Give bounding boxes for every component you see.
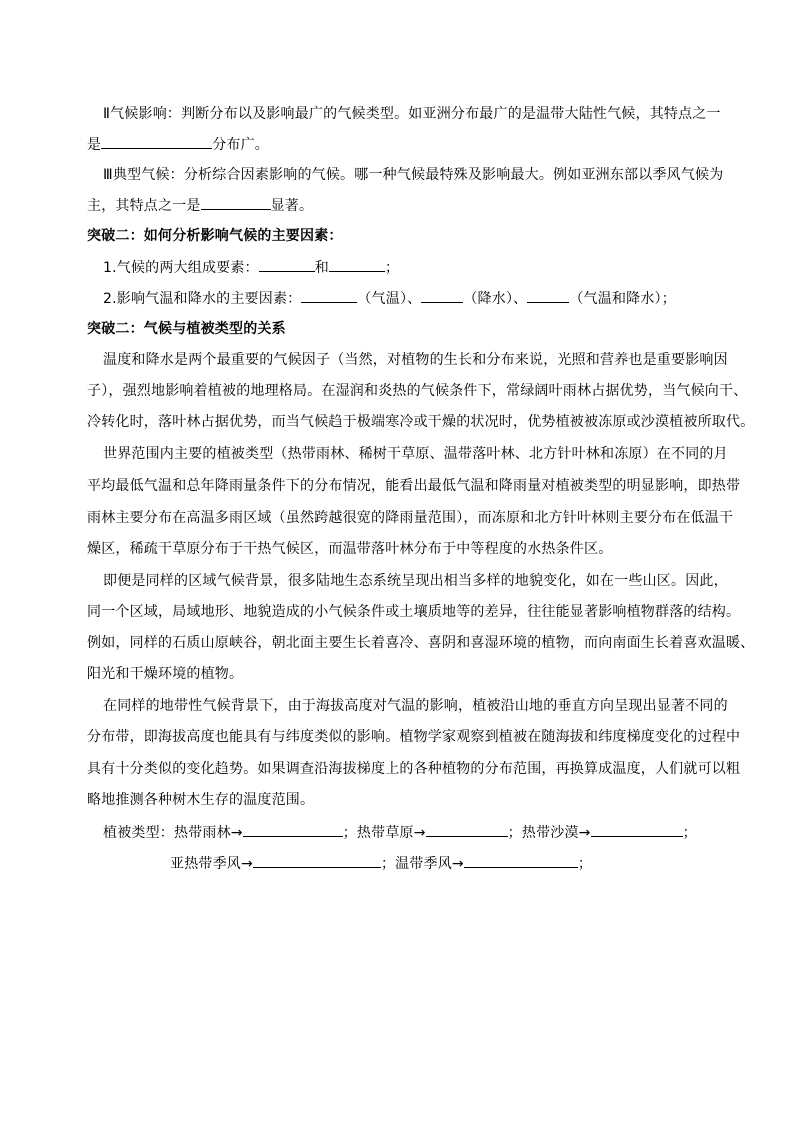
text-fragment: 1.气候的两大组成要素： — [103, 260, 259, 276]
fill-blank[interactable] — [101, 134, 212, 149]
climate-influence-line2 — [87, 134, 269, 155]
fill-blank[interactable] — [426, 822, 508, 837]
fill-blank[interactable] — [259, 257, 315, 272]
fill-blank[interactable] — [243, 822, 343, 837]
fill-blank[interactable] — [464, 853, 578, 868]
fill-blank[interactable] — [253, 853, 381, 868]
paragraph-line: 在同样的地带性气候背景下，由于海拔高度对气温的影响，植被沿山地的垂直方向呈现出显著不同的 — [103, 698, 728, 714]
paragraph-line: 燥区，稀疏干草原分布于干热气候区，而温带落叶林分布于中等程度的水热条件区。 — [87, 541, 613, 557]
text-fragment: ；热带草原→ — [342, 825, 426, 841]
vegetation-types-line1 — [103, 822, 697, 843]
text-fragment: （气温）、 — [357, 291, 422, 307]
fill-blank[interactable] — [421, 288, 463, 303]
text-fragment: 2.影响气温和降水的主要因素： — [103, 291, 302, 307]
paragraph-line: 具有十分类似的变化趋势。如果调查沿海拔梯度上的各种植物的分布范围，再换算成温度，人们就可以粗 — [87, 761, 741, 777]
paragraph-line: 温度和降水是两个最重要的气候因子（当然，对植物的生长和分布来说，光照和营养也是重要影响因 — [103, 352, 728, 368]
text-fragment: 是 — [87, 137, 102, 153]
typical-climate-line2 — [87, 195, 313, 216]
text-fragment: 亚热带季风→ — [170, 856, 253, 872]
climate-influence-line1: Ⅱ气候影响：判断分布以及影响最广的气候类型。如亚洲分布最广的是温带大陆性气候，其特点之一 — [103, 106, 721, 122]
text-fragment: ； — [384, 260, 400, 276]
paragraph-line: 即便是同样的区域气候背景，很多陆地生态系统呈现出相当多样的地貌变化，如在一些山区。因此， — [103, 573, 728, 589]
text-fragment: （降水）、 — [463, 291, 528, 307]
typical-climate-line1: Ⅲ典型气候：分析综合因素影响的气候。哪一种气候最特殊及影响最大。例如亚洲东部以季风气候为 — [103, 167, 724, 183]
text-fragment: 主，其特点之一是 — [87, 198, 201, 214]
vegetation-types-line2 — [170, 853, 592, 874]
factor-item-1 — [103, 257, 399, 278]
paragraph-line: 略地推测各种树木生存的温度范围。 — [87, 792, 315, 808]
fill-blank[interactable] — [591, 822, 683, 837]
fill-blank[interactable] — [301, 288, 357, 303]
factor-item-2 — [103, 288, 676, 309]
text-fragment: （气温和降水）； — [569, 291, 676, 307]
section-heading: 突破二：如何分析影响气候的主要因素： — [87, 228, 343, 244]
paragraph-line: 冷转化时，落叶林占据优势，而当气候趋于极端寒冷或干燥的状况时，优势植被被冻原或沙漠植被所取代。 — [87, 414, 755, 430]
fill-blank[interactable] — [527, 288, 569, 303]
paragraph-line: 阳光和干燥环境的植物。 — [87, 666, 244, 682]
text-fragment: 分布广。 — [212, 137, 270, 153]
fill-blank[interactable] — [329, 257, 385, 272]
text-fragment: 显著。 — [270, 198, 314, 214]
text-fragment: ； — [682, 825, 697, 841]
text-fragment: ；温带季风→ — [380, 856, 464, 872]
paragraph-line: 雨林主要分布在高温多雨区域（虽然跨越很宽的降雨量范围），而冻原和北方针叶林则主要分布在低温干 — [87, 510, 734, 526]
text-fragment: 植被类型：热带雨林→ — [103, 825, 243, 841]
text-fragment: ； — [577, 856, 593, 872]
section-heading: 突破二：气候与植被类型的关系 — [87, 321, 286, 337]
paragraph-line: 同一个区域，局域地形、地貌造成的小气候条件或土壤质地等的差异，往往能显著影响植物群落的结构。 — [87, 604, 741, 620]
paragraph-line: 世界范围内主要的植被类型（热带雨林、稀树干草原、温带落叶林、北方针叶林和冻原）在不同的月 — [103, 446, 728, 462]
paragraph-line: 平均最低气温和总年降雨量条件下的分布情况，能看出最低气温和降雨量对植被类型的明显影响，即热带 — [87, 478, 741, 494]
paragraph-line: 子），强烈地影响着植被的地理格局。在湿润和炎热的气候条件下，常绿阔叶雨林占据优势，当气候向干、 — [87, 383, 748, 399]
text-fragment: ；热带沙漠→ — [507, 825, 591, 841]
paragraph-line: 分布带，即海拔高度也能具有与纬度类似的影响。植物学家观察到植被在随海拔和纬度梯度变化的过程中 — [87, 729, 741, 745]
text-fragment: 和 — [314, 260, 329, 276]
paragraph-line: 例如，同样的石质山原峡谷，朝北面主要生长着喜冷、喜阴和喜湿环境的植物，而向南面生长着喜欢温暖、 — [87, 635, 755, 651]
fill-blank[interactable] — [201, 195, 271, 210]
